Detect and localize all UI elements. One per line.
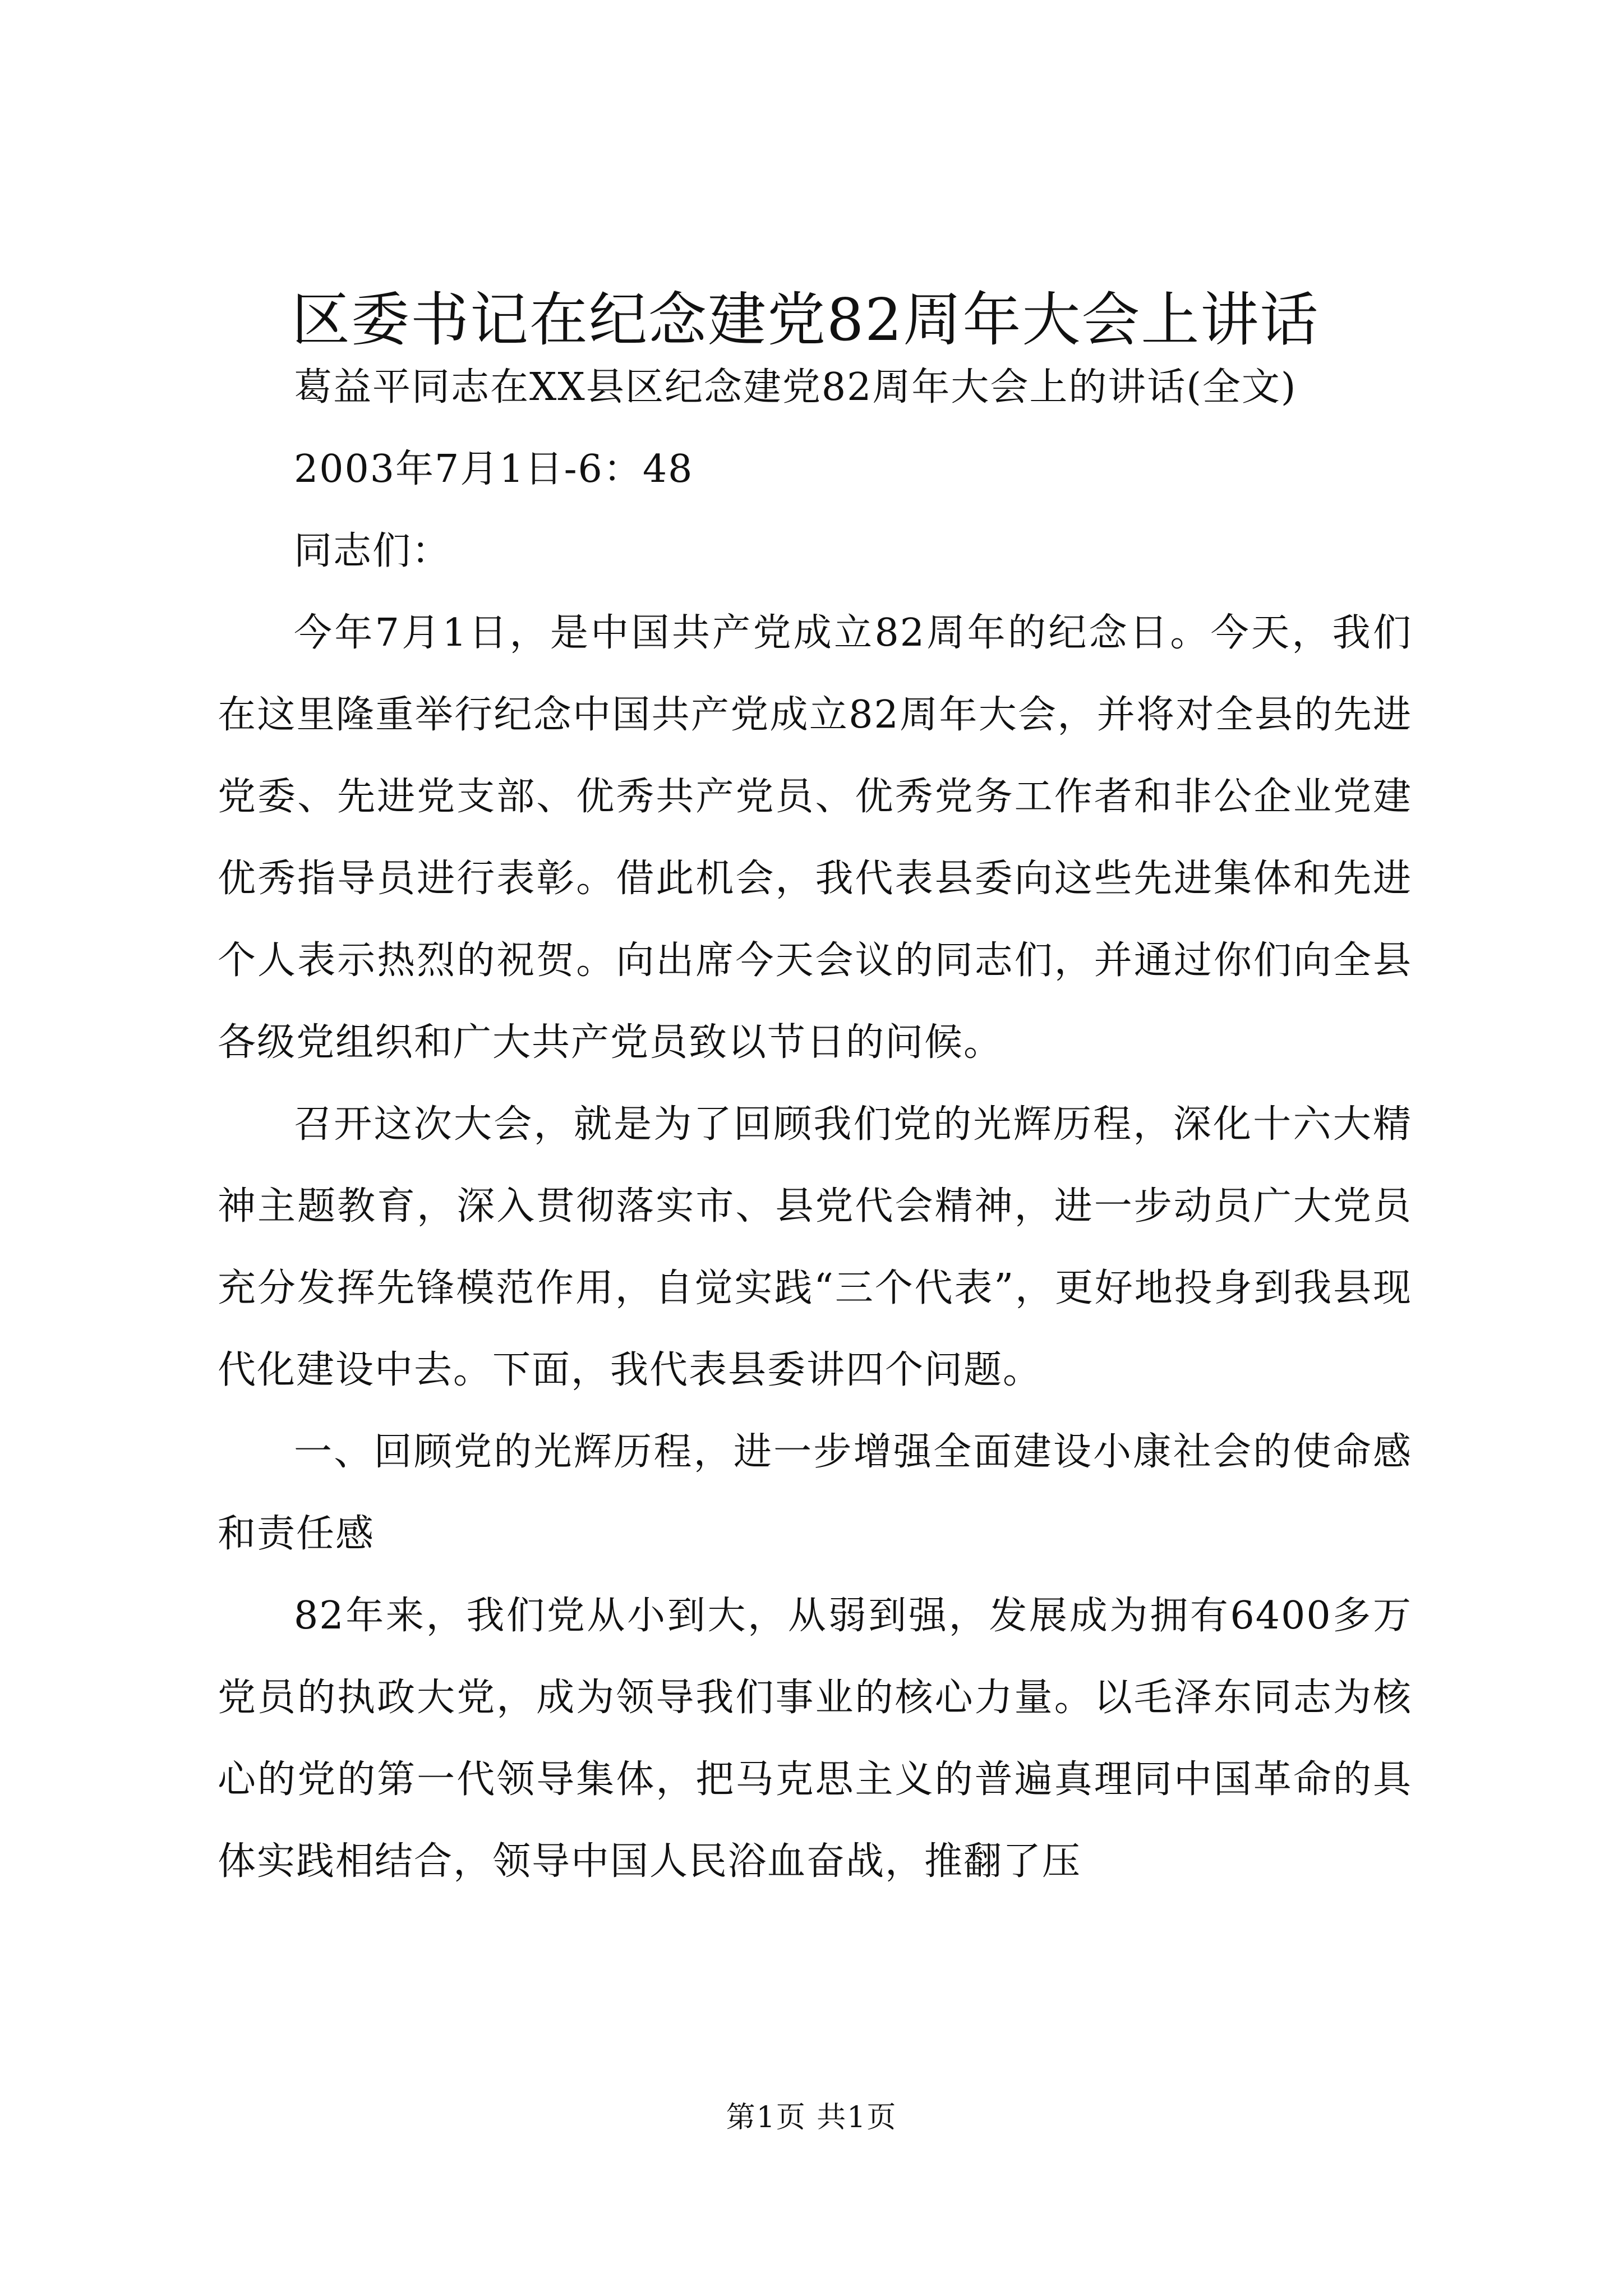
subtitle-line: 葛益平同志在XX县区纪念建党82周年大会上的讲话(全文) bbox=[294, 365, 1297, 409]
paragraph-3: 82年来，我们党从小到大，从弱到强，发展成为拥有6400多万党员的执政大党，成为领导我们事业的核心力量。以毛泽东同志为核心的党的第一代领导集体，把马克思主义的普遍真理同中国革命的具体实践相结合，领导中国人民浴血奋战，推翻了压 bbox=[218, 1594, 1412, 1884]
salutation: 同志们： bbox=[294, 529, 451, 573]
paragraph-1: 今年7月1日，是中国共产党成立82周年的纪念日。今天，我们在这里隆重举行纪念中国共产党成立82周年大会，并将对全县的先进党委、先进党支部、优秀共产党员、优秀党务工作者和非公企业党建优秀指导员进行表彰。借此机会，我代表县委向这些先进集体和先进个人表示热烈的祝贺。向出席今天会议的同志们，并通过你们向全县各级党组织和广大共产党员致以节日的问候。 bbox=[218, 611, 1412, 1065]
section-heading-1: 一、回顾党的光辉历程，进一步增强全面建设小康社会的使命感和责任感 bbox=[218, 1430, 1412, 1556]
date-line: 2003年7月1日-6：48 bbox=[294, 447, 694, 491]
paragraph-2: 召开这次大会，就是为了回顾我们党的光辉历程，深化十六大精神主题教育，深入贯彻落实市、县党代会精神，进一步动员广大党员充分发挥先锋模范作用，自觉实践“三个代表”，更好地投身到我县现代化建设中去。下面，我代表县委讲四个问题。 bbox=[218, 1102, 1412, 1392]
document-body bbox=[218, 347, 1412, 1903]
document-title: 区委书记在纪念建党82周年大会上讲话 bbox=[292, 286, 1320, 354]
page-footer: 第1页 共1页 bbox=[726, 2101, 897, 2134]
